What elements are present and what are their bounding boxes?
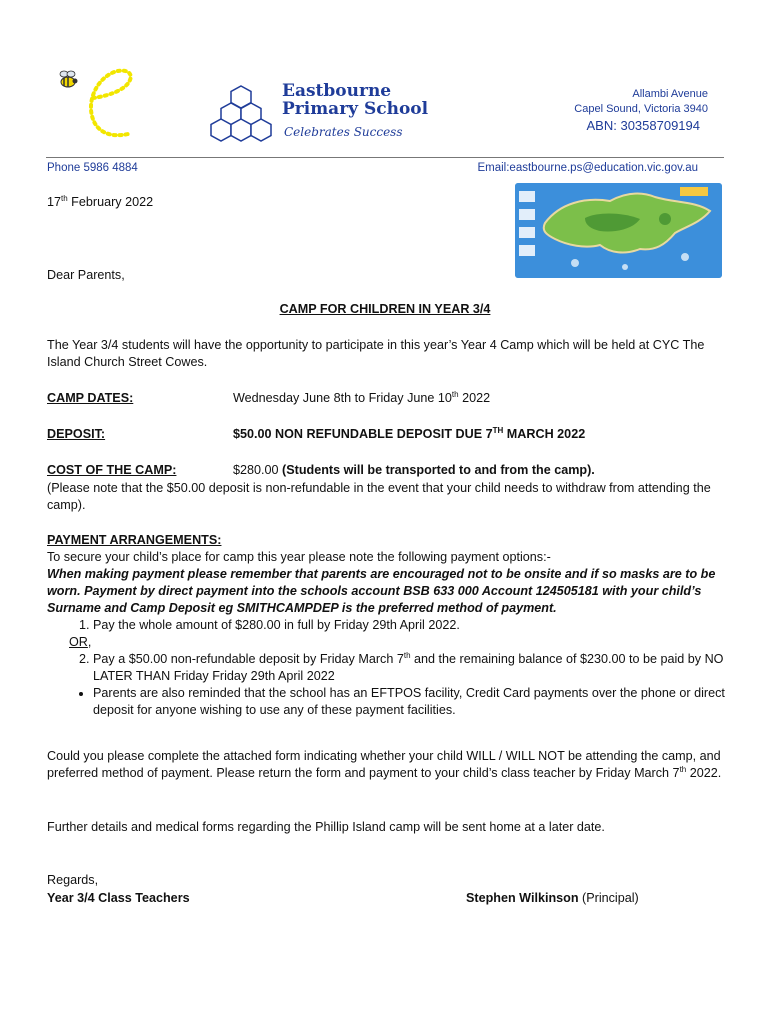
cost-label: COST OF THE CAMP: [47,463,177,477]
camp-dates-value [233,390,490,407]
payment-section [47,532,727,719]
payment-bullet: • Parents are also reminded that the school has an EFTPOS facility, Credit Card payments over the phone or direct deposit for anyone wishing to use any of these payment facilities. [93,685,727,719]
date-day: 17 [47,195,62,209]
form-request-text-b: 2022. [686,766,722,780]
letter-title: CAMP FOR CHILDREN IN YEAR 3/4 [279,302,491,316]
further-details: Further details and medical forms regarding the Phillip Island camp will be sent home at a later date. [47,820,605,834]
signoff-right [466,890,639,907]
payment-bullets [47,685,727,719]
principal-name: Stephen Wilkinson [466,891,579,905]
form-request-paragraph [47,748,727,782]
closing: Regards, [47,873,99,887]
date-rest: February 2022 [67,195,154,209]
camp-dates-value-b: 2022 [458,391,491,405]
principal-role: (Principal) [578,891,639,905]
payment-heading: PAYMENT ARRANGEMENTS: [47,533,222,547]
payment-intro: To secure your child’s place for camp this year please note the following payment options:- [47,550,551,564]
deposit-value [233,426,585,443]
signoff-left: Year 3/4 Class Teachers [47,891,190,905]
camp-dates-label: CAMP DATES: [47,391,134,405]
cost-value [233,462,595,479]
phone: Phone 5986 4884 [47,162,138,174]
school-name-line1: Eastbourne [282,81,392,101]
form-request-sup: th [679,764,687,774]
bee-e-logo-icon [48,66,148,146]
payment-options [47,617,727,634]
payment-or [47,634,727,651]
form-request-text-a: Could you please complete the attached form indicating whether your child WILL / WILL NOT be attending the camp, and preferred method of payment. Please return the form and payment to your child’s class teacher by Friday March 7 [47,749,721,780]
payment-option-1: 1. Pay the whole amount of $280.00 in full by Friday 29th April 2022. [93,617,727,634]
deposit-sup: TH [492,425,504,435]
deposit-row [47,426,727,443]
cost-note-bold: (Students will be transported to and from the camp). [282,463,595,477]
school-name [282,82,428,118]
cost-row [47,462,727,479]
camp-dates-value-a: Wednesday June 8th to Friday June 10 [233,391,452,405]
letterhead-divider [46,157,724,158]
cost-amount: $280.00 [233,463,279,477]
payment-option-2-b: and the remaining balance of $230.00 to be paid by NO LATER THAN Friday Friday 29th April 2022 [93,652,724,683]
cost-note: (Please note that the $50.00 deposit is non-refundable in the event that your child needs to withdraw from attending the camp). [47,481,711,512]
address-line1: Allambi Avenue [632,88,708,100]
school-name-line2: Primary School [282,99,429,119]
school-tagline: Celebrates Success [284,125,403,139]
payment-warning: When making payment please remember that parents are encouraged not to be onsite and if so masks are to be worn. Payment by direct payment into the schools account BSB 633 000 Account 124505181 with your child’s Surname and Camp Deposit eg SMITHCAMPDEP is the preferred method of payment. [47,567,716,615]
deposit-value-a: $50.00 NON REFUNDABLE DEPOSIT DUE 7 [233,427,493,441]
intro-paragraph: The Year 3/4 students will have the opportunity to participate in this year’s Year 4 Camp which will be held at CYC The Island Church Street Cowes. [47,338,705,369]
payment-option-2-sup: th [403,650,411,660]
salutation: Dear Parents, [47,268,125,282]
letter-date [47,194,727,211]
payment-or-text: OR [69,635,88,649]
address-line2: Capel Sound, Victoria 3940 [574,103,708,115]
email: Email:eastbourne.ps@education.vic.gov.au [477,162,698,174]
hexagon-logo-icon [205,82,277,144]
date-suffix: th [61,193,68,203]
payment-or-comma: , [87,635,92,649]
abn: ABN: 30358709194 [586,118,700,133]
payment-option-2-a: Pay a $50.00 non-refundable deposit by Friday March 7 [93,652,404,666]
deposit-value-b: MARCH 2022 [503,427,586,441]
payment-options-2 [47,651,727,685]
camp-dates-row [47,390,727,407]
deposit-label: DEPOSIT: [47,427,106,441]
payment-option-2 [93,651,727,685]
camp-dates-sup: th [451,389,459,399]
